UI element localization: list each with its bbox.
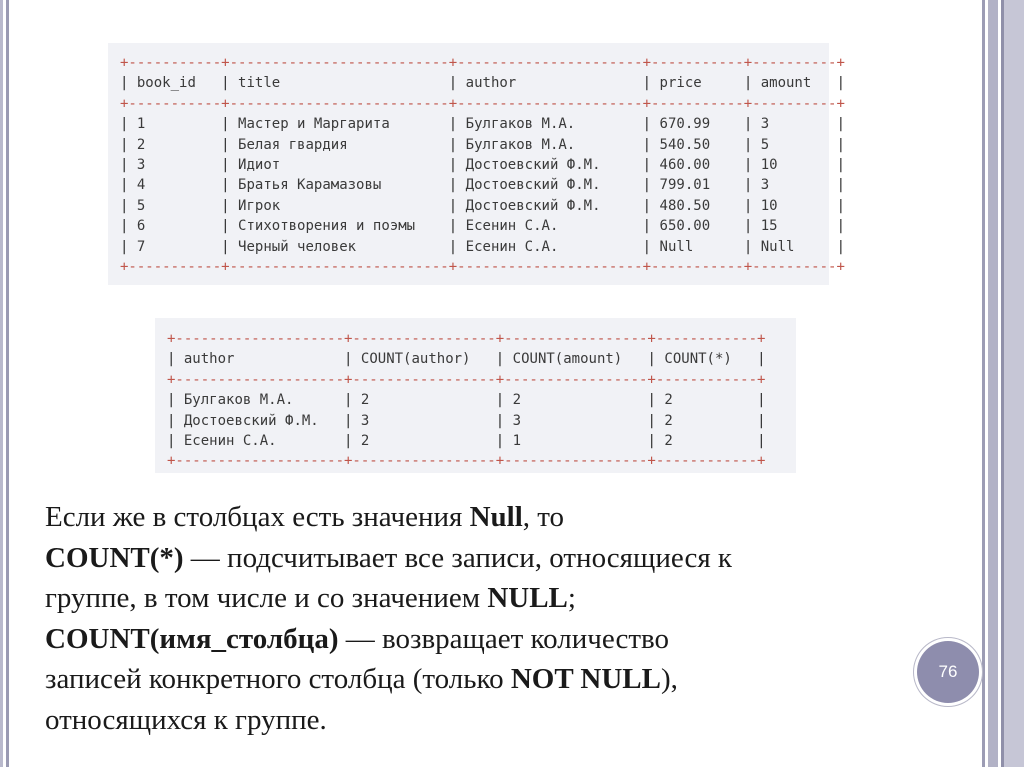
books-table-row-cell: Null [760, 238, 829, 255]
books-table-row-cell: 2 [136, 136, 213, 153]
books-table-row-cell: 670.99 [659, 116, 736, 133]
books-table-header-cell: amount [760, 75, 829, 92]
books-table-row-cell: 15 [760, 218, 829, 235]
books-table-row-cell: Белая гвардия [238, 136, 441, 153]
count-table-row: | Есенин С.А. | 2 | 1 | 2 | [167, 433, 766, 450]
right-frame-border [980, 0, 1024, 767]
count-table-row-cell: 2 [664, 412, 749, 429]
explanation-text [45, 497, 980, 740]
count-table-row-cell: 2 [664, 392, 749, 409]
text-line-3: группе, в том числе и со значением NULL; [45, 582, 576, 614]
count-table-row-cell: 2 [664, 433, 749, 450]
books-table-row-cell: 3 [760, 116, 829, 133]
books-table-row-cell: Мастер и Маргарита [238, 116, 441, 133]
books-table-text: +-----------+--------------------------+----------------------+-----------+----------+ | book_id | title | author | price | amount | +-----------+--------------------------+----------------------+-----------+----------+ | 1 | Мастер и Маргарита | Булгаков М.А. | 670.99 | 3 | | 2 | Белая гвардия | Булгаков М.А. | 540.50 | 5 | | 3 | Идиот | Достоевский Ф.М. | 460.00 | 10 | | 4 | Братья Карамазовы | Достоевский Ф.М. | 799.01 | 3 | | 5 | Игрок | Достоевский Ф.М. | 480.50 | 10 | | 6 | Стихотворения и поэмы | Есенин С.А. | 650.00 | 15 | | 7 | Черный человек | Есенин С.А. | Null | Null | +-----------+--------------------------+----------------------+-----------+----------+ [120, 55, 846, 276]
books-table-row-cell: Есенин С.А. [465, 218, 635, 235]
books-table-row: | 5 | Игрок | Достоевский Ф.М. | 480.50 | 10 | [120, 197, 846, 214]
books-table-row-cell: 5 [136, 197, 213, 214]
page-number: 76 [938, 662, 958, 681]
books-table-row-cell: 3 [760, 177, 829, 194]
books-table-row: | 3 | Идиот | Достоевский Ф.М. | 460.00 | 10 | [120, 157, 846, 174]
count-result-table-text: +--------------------+-----------------+-----------------+------------+ | author | COUNT(author) | COUNT(amount) | COUNT(*) | +--------------------+-----------------+-----------------+------------+ | Булгаков М.А. | 2 | 2 | 2 | | Достоевский Ф.М. | 3 | 3 | 2 | | Есенин С.А. | 2 | 1 | 2 | +--------------------+-----------------+-----------------+------------+ [167, 331, 766, 470]
books-table-row-cell: 7 [136, 238, 213, 255]
count-table-row-cell: 2 [360, 392, 488, 409]
count-table-header-cell: COUNT(amount) [512, 351, 640, 368]
books-table-header-cell: title [238, 75, 441, 92]
count-table-row: | Достоевский Ф.М. | 3 | 3 | 2 | [167, 412, 766, 429]
count-table-row-cell: Булгаков М.А. [183, 392, 336, 409]
books-table-row-cell: Булгаков М.А. [465, 136, 635, 153]
count-table-header-cell: COUNT(*) [664, 351, 749, 368]
count-table-row-cell: 2 [512, 392, 640, 409]
books-table-row-cell: 480.50 [659, 197, 736, 214]
books-table-row-cell: 10 [760, 197, 829, 214]
count-table-header: | author | COUNT(author) | COUNT(amount) | COUNT(*) | [167, 351, 766, 368]
books-table-row-cell: 460.00 [659, 157, 736, 174]
books-table-header-cell: price [659, 75, 736, 92]
books-table-row-cell: 799.01 [659, 177, 736, 194]
books-table-row-cell: Булгаков М.А. [465, 116, 635, 133]
text-line-1: Если же в столбцах есть значения Null, то [45, 501, 565, 533]
books-table-row: | 1 | Мастер и Маргарита | Булгаков М.А. | 670.99 | 3 | [120, 116, 846, 133]
books-table-row-cell: Стихотворения и поэмы [238, 218, 441, 235]
books-table-row-cell: Достоевский Ф.М. [465, 197, 635, 214]
count-table-row-cell: Достоевский Ф.М. [183, 412, 336, 429]
count-table-row-cell: 3 [360, 412, 488, 429]
books-table-row: | 7 | Черный человек | Есенин С.А. | Null | Null | [120, 238, 846, 255]
books-table-row-cell: 1 [136, 116, 213, 133]
books-table-row-cell: Идиот [238, 157, 441, 174]
books-table-row-cell: 6 [136, 218, 213, 235]
books-table-row-cell: Игрок [238, 197, 441, 214]
books-table-row-cell: Братья Карамазовы [238, 177, 441, 194]
text-line-6: относящихся к группе. [45, 703, 327, 736]
books-table-row-cell: 650.00 [659, 218, 736, 235]
books-table-row-cell: Достоевский Ф.М. [465, 157, 635, 174]
page-number-badge [917, 641, 979, 703]
books-table-row-cell: 3 [136, 157, 213, 174]
books-table-row: | 4 | Братья Карамазовы | Достоевский Ф.М. | 799.01 | 3 | [120, 177, 846, 194]
count-table-header-cell: author [183, 351, 336, 368]
text-line-5: записей конкретного столбца (только NOT NULL), [45, 663, 678, 695]
books-table-row-cell: Есенин С.А. [465, 238, 635, 255]
books-table-row-cell: 10 [760, 157, 829, 174]
count-table-row: | Булгаков М.А. | 2 | 2 | 2 | [167, 392, 766, 409]
text-line-2: COUNT(*) — подсчитывает все записи, относящиеся к [45, 541, 732, 574]
books-table-row: | 2 | Белая гвардия | Булгаков М.А. | 540.50 | 5 | [120, 136, 846, 153]
books-table-row-cell: 4 [136, 177, 213, 194]
books-table-header: | book_id | title | author | price | amount | [120, 75, 846, 92]
books-table-row-cell: Null [659, 238, 736, 255]
books-table [108, 43, 846, 285]
books-table-row: | 6 | Стихотворения и поэмы | Есенин С.А. | 650.00 | 15 | [120, 218, 846, 235]
count-table-row-cell: 1 [512, 433, 640, 450]
books-table-row-cell: Достоевский Ф.М. [465, 177, 635, 194]
books-table-header-cell: book_id [136, 75, 213, 92]
left-frame-border [0, 0, 12, 767]
count-table-row-cell: Есенин С.А. [183, 433, 336, 450]
count-table-row-cell: 3 [512, 412, 640, 429]
books-table-row-cell: 540.50 [659, 136, 736, 153]
books-table-header-cell: author [465, 75, 635, 92]
books-table-row-cell: 5 [760, 136, 829, 153]
count-table-header-cell: COUNT(author) [360, 351, 488, 368]
books-table-row-cell: Черный человек [238, 238, 441, 255]
count-result-table [155, 318, 796, 473]
count-table-row-cell: 2 [360, 433, 488, 450]
text-line-4: COUNT(имя_столбца) — возвращает количество [45, 622, 669, 655]
